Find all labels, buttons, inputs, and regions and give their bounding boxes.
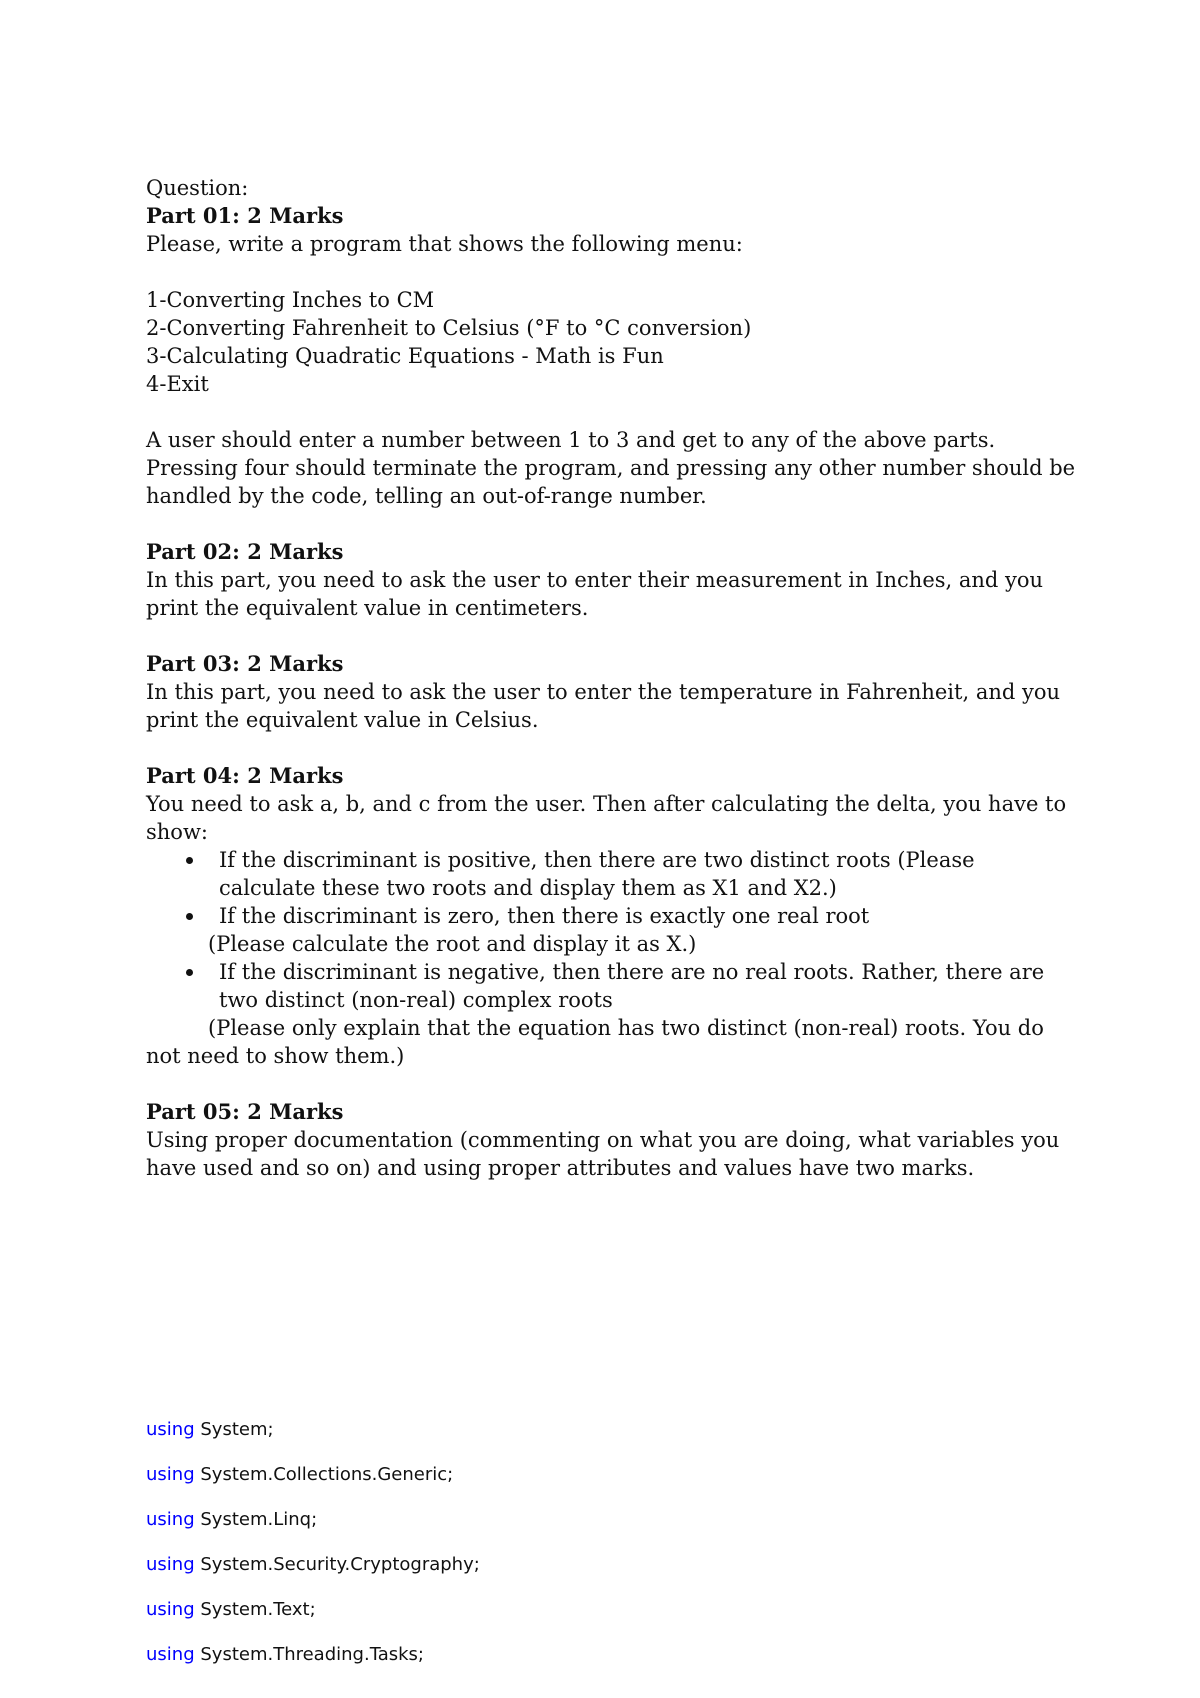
bullet-positive-text: If the discriminant is positive, then there are two distinct roots (Please calculate these two roots and display them as X1 and X2.) [219,848,975,900]
part4-heading: Part 04: 2 Marks [146,763,344,788]
bullet-dot-icon [186,969,193,976]
code-namespace: System.Security.Cryptography; [200,1553,480,1575]
code-keyword: using [146,1598,195,1620]
bullet-positive [146,846,1076,902]
question-label: Question: [146,176,249,200]
menu-item-1: 1-Converting Inches to CM [146,288,435,312]
part2-heading: Part 02: 2 Marks [146,539,344,564]
bullet-dot-icon [186,857,193,864]
code-namespace: System.Threading.Tasks; [200,1643,424,1665]
code-namespace: System.Linq; [200,1508,318,1530]
code-snippet [146,1396,480,1689]
code-line [146,1599,480,1622]
menu-item-4: 4-Exit [146,372,209,396]
part1-intro: Please, write a program that shows the following menu: [146,232,743,256]
document-body [146,174,1076,1182]
bullet-dot-icon [186,913,193,920]
bullet-negative-text: If the discriminant is negative, then there are no real roots. Rather, there are two distinct (non-real) complex roots [219,960,1045,1012]
code-keyword: using [146,1643,195,1665]
part5-heading: Part 05: 2 Marks [146,1099,344,1124]
part1-heading: Part 01: 2 Marks [146,203,344,228]
code-namespace: System.Collections.Generic; [200,1463,454,1485]
code-keyword: using [146,1418,195,1440]
menu-item-2: 2-Converting Fahrenheit to Celsius (°F to °C conversion) [146,316,752,340]
part4-intro: You need to ask a, b, and c from the user. Then after calculating the delta, you have to show: [146,792,1067,844]
bullet-negative [146,958,1076,1014]
menu-item-3: 3-Calculating Quadratic Equations - Math is Fun [146,344,664,368]
code-line [146,1464,480,1487]
bullet-zero-text: If the discriminant is zero, then there is exactly one real root [219,904,870,928]
part4-note-zero: (Please calculate the root and display it as X.) [208,932,697,956]
code-keyword: using [146,1463,195,1485]
part3-heading: Part 03: 2 Marks [146,651,344,676]
code-line [146,1644,480,1667]
code-line [146,1419,480,1442]
part3-body: In this part, you need to ask the user to enter the temperature in Fahrenheit, and you print the equivalent value in Celsius. [146,680,1061,732]
code-namespace: System.Text; [200,1598,316,1620]
code-line [146,1554,480,1577]
part2-body: In this part, you need to ask the user to enter their measurement in Inches, and you print the equivalent value in centimeters. [146,568,1044,620]
part4-note-negative: (Please only explain that the equation has two distinct (non-real) roots. You do not need to show them.) [146,1016,1044,1068]
code-keyword: using [146,1553,195,1575]
part5-body: Using proper documentation (commenting on what you are doing, what variables you have used and so on) and using proper attributes and values have two marks. [146,1128,1060,1180]
code-keyword: using [146,1508,195,1530]
part4-bullet-list-2 [146,958,1076,1014]
part4-bullet-list [146,846,1076,930]
code-line [146,1509,480,1532]
bullet-zero [146,902,1076,930]
code-namespace: System; [200,1418,274,1440]
part1-body: A user should enter a number between 1 to 3 and get to any of the above parts. Pressing four should terminate the program, and pressing any other number should be handled by the code, telling an out-of-range number. [146,428,1076,508]
